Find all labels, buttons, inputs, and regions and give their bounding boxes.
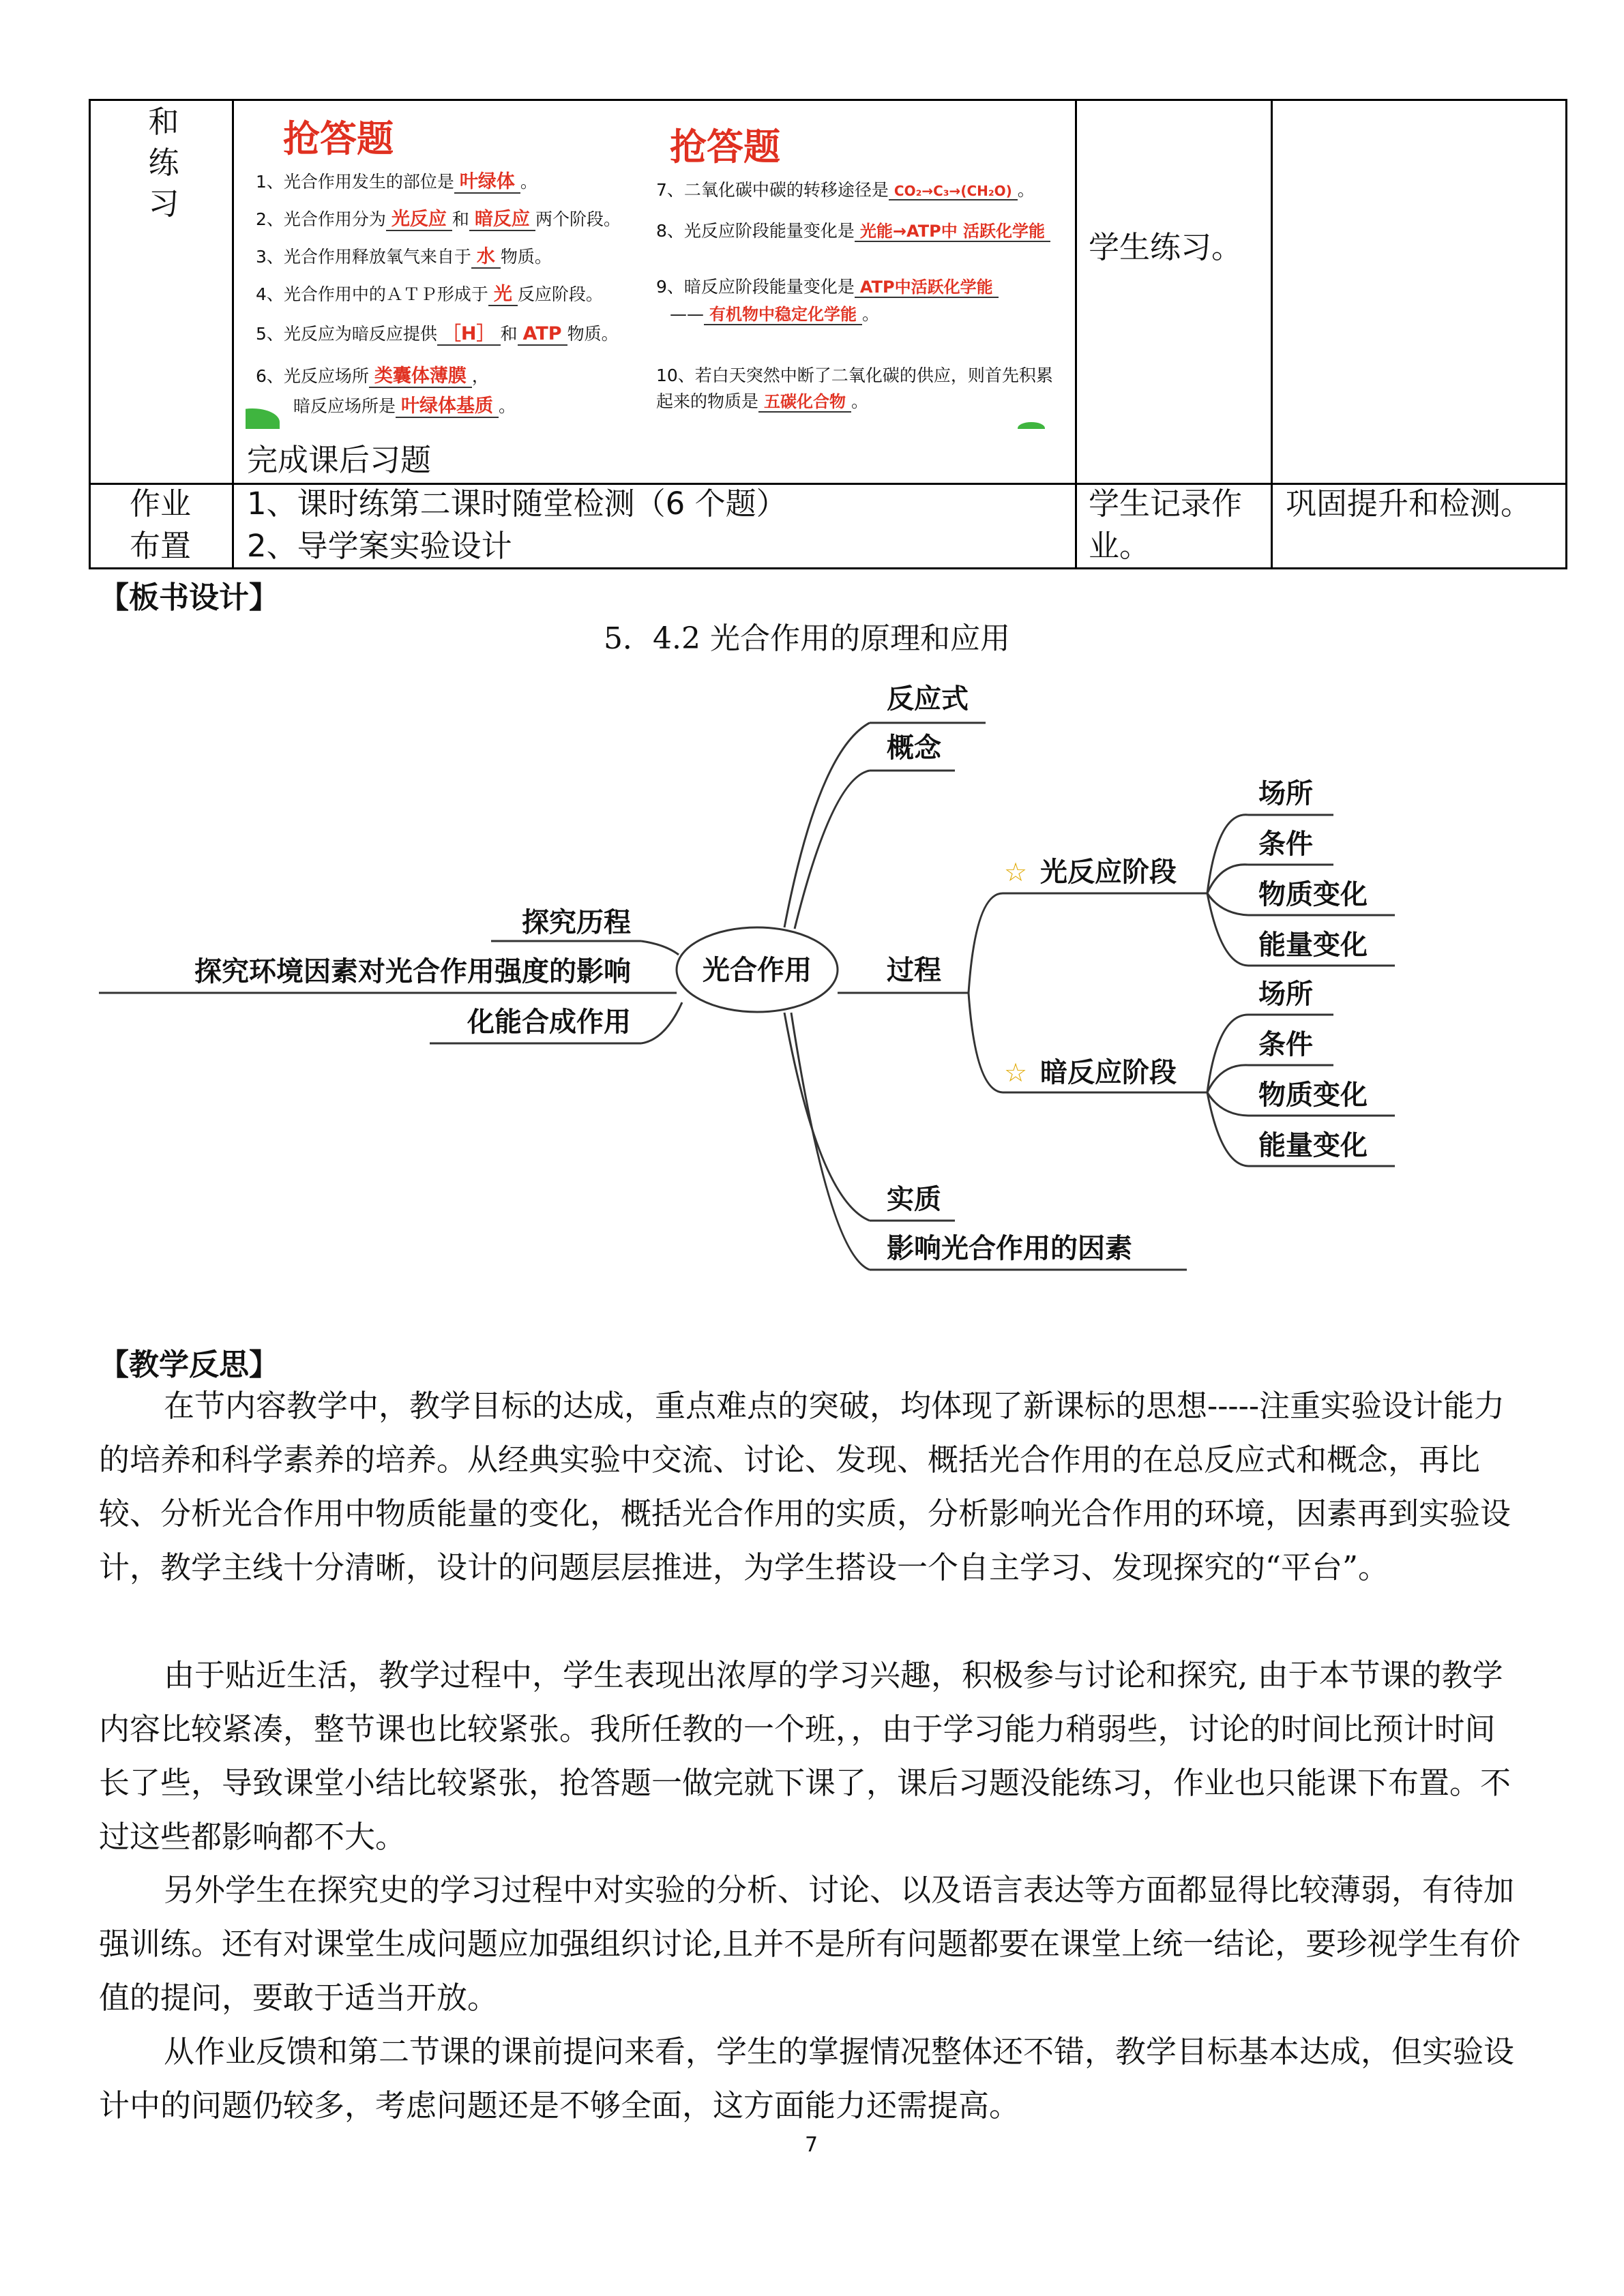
question-text: 6、光反应场所 <box>256 366 369 386</box>
answer: 水 <box>471 246 501 269</box>
question-text: 。 <box>520 172 537 192</box>
homework-item-1: 1、课时练第二课时随堂检测（6 个题） <box>247 486 787 522</box>
page-number: 7 <box>805 2133 818 2157</box>
student-activity: 学生练习。 <box>1089 229 1243 265</box>
question-text: 起来的物质是 <box>656 391 759 411</box>
question-text: 物质。 <box>567 324 619 344</box>
mindmap-light-item: 能量变化 <box>1258 929 1368 961</box>
mindmap-edge <box>791 1013 870 1270</box>
answer: 暗反应 <box>469 209 535 231</box>
row-label-homework-1: 作业 <box>130 486 192 522</box>
mindmap-right-reaction: 反应式 <box>887 683 969 715</box>
quiz-question-10a: 10、若白天突然中断了二氧化碳的供应，则首先积累 <box>656 366 1053 385</box>
mindmap-edge <box>969 893 1003 993</box>
slide-title: 抢答题 <box>670 125 780 168</box>
question-text: 2、光合作用分为 <box>256 209 386 229</box>
mindmap-factors: 影响光合作用的因素 <box>887 1233 1132 1264</box>
board-title: 5．4.2 光合作用的原理和应用 <box>604 621 1010 656</box>
question-text: —— <box>670 304 704 324</box>
question-text: 7、二氧化碳中碳的转移途径是 <box>656 180 889 200</box>
mindmap-dark-item: 能量变化 <box>1258 1130 1368 1161</box>
reflection-paragraph-2: 由于贴近生活，教学过程中，学生表现出浓厚的学习兴趣，积极参与讨论和探究, 由于本节课的教学内容比较紧凑，整节课也比较紧张。我所任教的一个班，，由于学习能力稍弱些，讨论的时间比预计时间长了些，导致课堂小结比较紧张，抢答题一做完就下课了，课后习题没能练习，作业也只能课下布置。不过这些都影响都不大。 <box>99 1657 1511 1855</box>
answer: CO₂→C₃→(CH₂O) <box>889 183 1018 200</box>
student-record-2: 业。 <box>1089 528 1151 564</box>
question-text: 8、光反应阶段能量变化是 <box>656 221 855 241</box>
student-record-1: 学生记录作 <box>1089 486 1243 522</box>
reflection-paragraph-1: 在节内容教学中，教学目标的达成，重点难点的突破，均体现了新课标的思想-----注重实验设计能力的培养和科学素养的培养。从经典实验中交流、讨论、发现、概括光合作用的在总反应式和概念，再比较、分析光合作用中物质能量的变化，概括光合作用的实质，分析影响光合作用的环境，因素再到实验设计，教学主线十分清晰，设计的问题层层推进，为学生搭设一个自主学习、发现探究的“平台”。 <box>99 1388 1511 1585</box>
answer: 叶绿体基质 <box>396 396 499 418</box>
mindmap-process: 过程 <box>887 955 941 986</box>
question-text: 反应阶段。 <box>517 284 603 304</box>
answer: 五碳化合物 <box>758 392 851 413</box>
slide-title: 抢答题 <box>283 117 394 160</box>
question-text: 5、光反应为暗反应提供 <box>256 324 437 344</box>
homework-item-2: 2、导学案实验设计 <box>247 528 512 564</box>
question-text: 和 <box>452 209 469 229</box>
mindmap-light-item: 条件 <box>1258 829 1313 860</box>
question-text: 。 <box>862 304 880 324</box>
star-icon: ☆ <box>1004 857 1028 887</box>
answer: ATP <box>518 323 567 346</box>
answer: 光 <box>488 284 518 306</box>
mindmap-edge <box>641 1002 682 1043</box>
mindmap-edge <box>969 993 1003 1092</box>
answer: ATP中活跃化学能 <box>855 278 999 298</box>
mindmap-edge <box>641 941 679 955</box>
question-text: 和 <box>500 324 518 344</box>
mindmap-light-stage: 光反应阶段 <box>1040 856 1177 888</box>
mindmap-dark-item: 场所 <box>1258 979 1313 1010</box>
question-text: 物质。 <box>500 247 552 267</box>
row-label-homework-2: 布置 <box>130 528 192 564</box>
question-text: 。 <box>1017 180 1035 200</box>
mindmap-edge <box>1207 865 1248 893</box>
question-text: 4、光合作用中的ＡＴＰ形成于 <box>256 284 488 304</box>
mindmap-edge <box>795 771 870 929</box>
reflection-heading: 【教学反思】 <box>99 1347 279 1382</box>
content-caption: 完成课后习题 <box>247 442 432 478</box>
mindmap-essence: 实质 <box>887 1184 941 1215</box>
question-text: 暗反应场所是 <box>293 396 396 416</box>
mindmap-light-item: 场所 <box>1258 778 1313 809</box>
question-text: 9、暗反应阶段能量变化是 <box>656 277 855 297</box>
mindmap-dark-item: 条件 <box>1258 1029 1313 1060</box>
mindmap-dark-stage: 暗反应阶段 <box>1040 1057 1177 1088</box>
mindmap-left-2: 探究环境因素对光合作用强度的影响 <box>194 956 631 987</box>
board-design-heading: 【板书设计】 <box>99 580 279 615</box>
answer: 光反应 <box>386 209 452 231</box>
row-label-practice: 和 练 习 <box>148 104 179 222</box>
answer: 光能→ATP中 活跃化学能 <box>855 222 1050 242</box>
reflection-paragraph-3: 另外学生在探究史的学习过程中对实验的分析、讨论、以及语言表达等方面都显得比较薄弱，有待加强训练。还有对课堂生成问题应加强组织讨论,且并不是所有问题都要在课堂上统一结论，要珍视学生有价值的提问，要敢于适当开放。 <box>99 1872 1521 2016</box>
answer: 类囊体薄膜 <box>369 366 472 388</box>
mindmap-edge <box>1207 893 1248 966</box>
homework-purpose: 巩固提升和检测。 <box>1286 486 1532 522</box>
mindmap-light-item: 物质变化 <box>1258 879 1368 910</box>
mindmap-dark-item: 物质变化 <box>1258 1079 1368 1111</box>
question-text: ， <box>471 366 489 386</box>
question-text: 。 <box>851 391 869 411</box>
mindmap-edge <box>1207 1092 1248 1116</box>
mindmap-edge <box>1207 893 1248 915</box>
question-text: 1、光合作用发生的部位是 <box>256 172 454 192</box>
mindmap-right-concept: 概念 <box>887 732 941 764</box>
mindmap-center-label: 光合作用 <box>703 955 812 986</box>
mindmap-edge <box>1207 1065 1248 1092</box>
reflection-paragraph-4: 从作业反馈和第二节课的课前提问来看，学生的掌握情况整体还不错，教学目标基本达成，但实验设计中的问题仍较多，考虑问题还是不够全面，这方面能力还需提高。 <box>99 2033 1515 2123</box>
answer: 叶绿体 <box>454 171 520 194</box>
question-text: 3、光合作用释放氧气来自于 <box>256 247 471 267</box>
mindmap-edge <box>1207 1092 1248 1166</box>
answer: 有机物中稳定化学能 <box>704 305 862 325</box>
mindmap-left-3: 化能合成作用 <box>467 1007 631 1038</box>
star-icon: ☆ <box>1004 1058 1028 1088</box>
question-text: 。 <box>499 396 516 416</box>
mindmap-left-1: 探究历程 <box>522 907 631 938</box>
question-text: 两个阶段。 <box>535 209 621 229</box>
answer: ［H］ <box>437 323 501 346</box>
